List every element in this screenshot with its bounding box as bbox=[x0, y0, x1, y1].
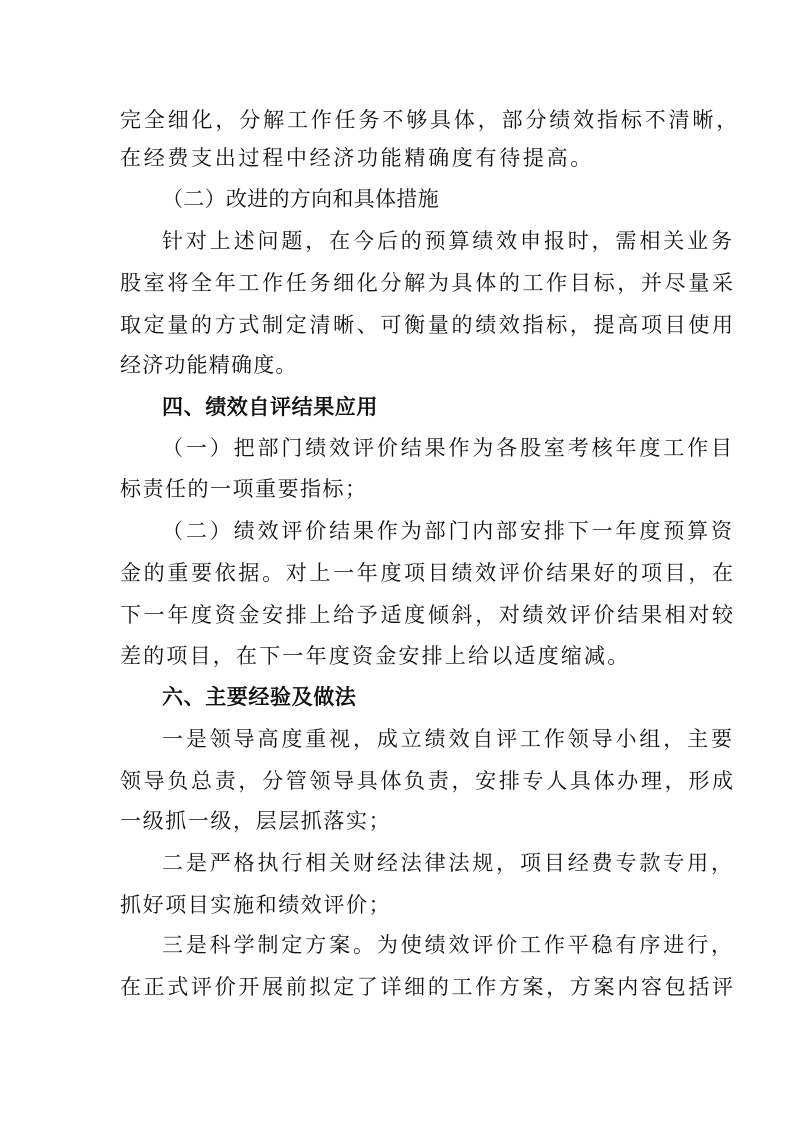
text-line-13: 下一年度资金安排上给予适度倾斜，对绩效评价结果相对较 bbox=[120, 603, 736, 627]
text-line-9: （一）把部门绩效评价结果作为各股室考核年度工作目 bbox=[162, 436, 735, 460]
text-line-22: 在正式评价开展前拟定了详细的工作方案，方案内容包括评 bbox=[120, 975, 736, 999]
text-line-14: 差的项目，在下一年度资金安排上给以适度缩减。 bbox=[120, 644, 631, 668]
section-heading-four: 四、绩效自评结果应用 bbox=[162, 395, 378, 419]
text-line-5: 股室将全年工作任务细化分解为具体的工作目标，并尽量采 bbox=[120, 271, 736, 295]
text-line-7: 经济功能精确度。 bbox=[120, 353, 298, 377]
text-line-10: 标责任的一项重要指标； bbox=[120, 477, 368, 501]
text-line-17: 领导负总责，分管领导具体负责，安排专人具体办理，形成 bbox=[120, 769, 736, 793]
text-line-11: （二）绩效评价结果作为部门内部安排下一年度预算资 bbox=[162, 519, 735, 543]
text-line-2: 在经费支出过程中经济功能精确度有待提高。 bbox=[120, 146, 594, 170]
section-subheading-improvement: （二）改进的方向和具体措施 bbox=[162, 187, 439, 211]
text-line-18: 一级抓一级，层层抓落实； bbox=[120, 809, 392, 833]
section-heading-six: 六、主要经验及做法 bbox=[162, 685, 357, 709]
text-line-16: 一是领导高度重视，成立绩效自评工作领导小组，主要 bbox=[162, 727, 735, 751]
text-line-20: 抓好项目实施和绩效评价； bbox=[120, 893, 392, 917]
text-line-21: 三是科学制定方案。为使绩效评价工作平稳有序进行， bbox=[162, 933, 735, 957]
text-line-1: 完全细化，分解工作任务不够具体，部分绩效指标不清晰， bbox=[120, 108, 741, 132]
text-line-4: 针对上述问题，在今后的预算绩效申报时，需相关业务 bbox=[162, 229, 735, 253]
text-line-12: 金的重要依据。对上一年度项目绩效评价结果好的项目，在 bbox=[120, 561, 736, 585]
text-line-6: 取定量的方式制定清晰、可衡量的绩效指标，提高项目使用 bbox=[120, 313, 736, 337]
text-line-19: 二是严格执行相关财经法律法规，项目经费专款专用， bbox=[162, 851, 735, 875]
